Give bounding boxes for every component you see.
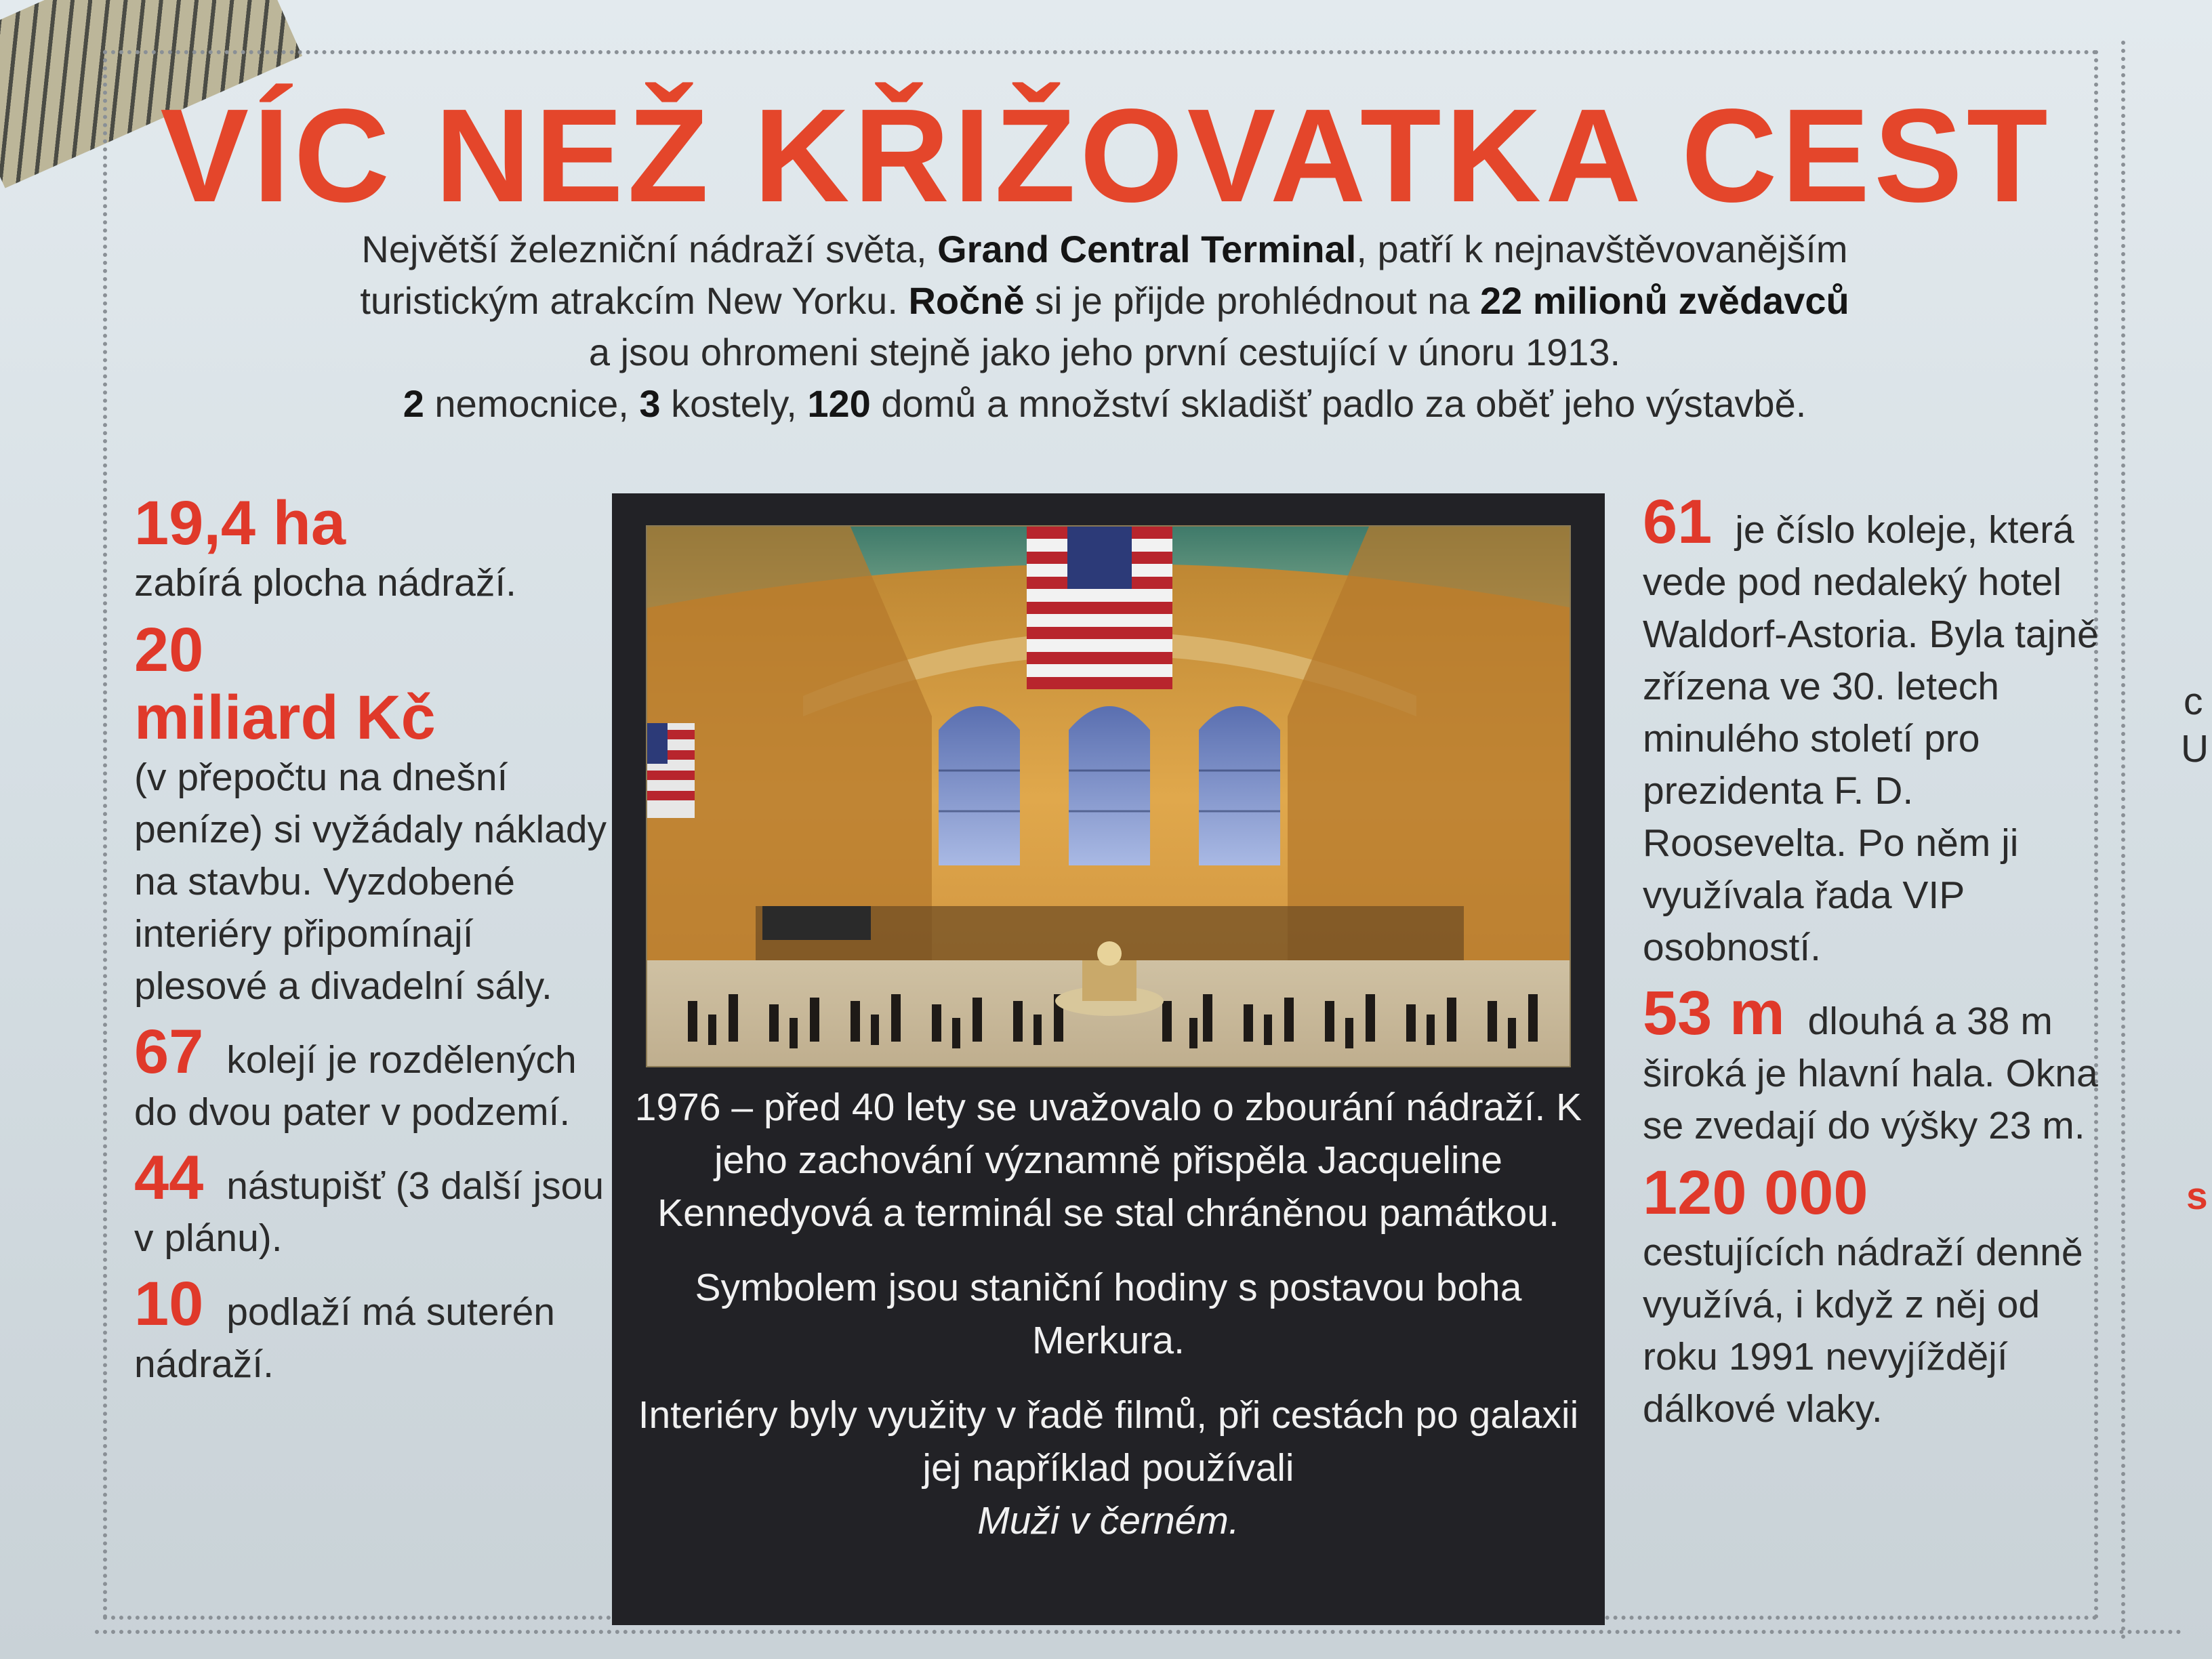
fact-hall <box>1643 981 2117 1152</box>
fact-secret-track-text: je číslo koleje, která vede pod nedaleký hotel Waldorf-Astoria. Byla tajně zřízena ve 30. letech minulého století pro prezidenta F. D. Roosevelta. Po něm ji využívala řada VIP osobností. <box>1643 508 2099 969</box>
grand-central-photo <box>646 525 1571 1067</box>
fact-area-number: 19,4 ha <box>134 489 346 558</box>
fact-platforms-number: 44 <box>134 1143 204 1212</box>
edge-text-fragment: s <box>2186 1174 2208 1218</box>
fact-cost <box>134 616 609 1012</box>
intro-line-4: 2 nemocnice, 3 kostely, 120 domů a množství skladišť padlo za oběť jeho výstavbě. <box>403 382 1807 425</box>
fact-passengers <box>1643 1159 2117 1435</box>
fact-secret-track <box>1643 489 2117 974</box>
edge-text-fragment: c <box>2184 680 2203 723</box>
fact-cost-text: (v přepočtu na dnešní peníze) si vyžádaly náklady na stavbu. Vyzdobené interiéry připomínají plesové a divadelní sály. <box>134 756 607 1008</box>
intro-line-3: a jsou ohromeni stejně jako jeho první cestující v únoru 1913. <box>588 331 1621 373</box>
fact-tracks-text: kolejí je rozdělených do dvou pater v podzemí. <box>134 1038 577 1134</box>
fact-platforms <box>134 1145 609 1265</box>
fact-tracks <box>134 1019 609 1139</box>
fact-cost-number: 20 <box>134 615 204 684</box>
intro-paragraph <box>122 224 2087 430</box>
right-facts-column <box>1643 489 2117 1442</box>
fact-secret-track-number: 61 <box>1643 487 1713 556</box>
fact-passengers-text: cestujících nádraží denně využívá, i když z něj od roku 1991 nevyjíždějí dálkové vlaky. <box>1643 1231 2083 1431</box>
caption-history: 1976 – před 40 lety se uvažovalo o zbourání nádraží. K jeho zachování významně přispěla Jacqueline Kennedyová a terminál se stal chráněnou památkou. <box>634 1086 1582 1235</box>
photo-caption <box>632 1081 1584 1569</box>
fact-tracks-number: 67 <box>134 1017 204 1086</box>
fact-hall-text: dlouhá a 38 m široká je hlavní hala. Okna se zvedají do výšky 23 m. <box>1643 1000 2098 1147</box>
caption-clock: Symbolem jsou staniční hodiny s postavou boha Merkura. <box>695 1266 1522 1362</box>
fact-platforms-text: nástupišť (3 další jsou v plánu). <box>134 1164 605 1260</box>
caption-film-title: Muži v černém. <box>977 1499 1240 1542</box>
fact-floors-number: 10 <box>134 1269 204 1338</box>
fact-cost-unit: miliard Kč <box>134 683 436 752</box>
fact-floors-text: podlaží má suterén nádraží. <box>134 1290 555 1386</box>
left-facts-column <box>134 489 609 1397</box>
fact-floors <box>134 1271 609 1391</box>
intro-line-2: turistickým atrakcím New Yorku. Ročně si je přijde prohlédnout na 22 milionů zvědavců <box>360 279 1849 322</box>
fact-area-text: zabírá plocha nádraží. <box>134 561 517 605</box>
arched-windows <box>939 706 1280 865</box>
bottom-divider <box>95 1630 2182 1634</box>
concourse-illustration <box>647 527 1571 1067</box>
american-flag <box>1027 527 1172 689</box>
caption-films: Interiéry byly využity v řadě filmů, při cestách po galaxii jej například používali Muži v černém. <box>638 1393 1579 1542</box>
article-headline: VÍC NEŽ KŘIŽOVATKA CEST <box>160 81 2052 230</box>
column-divider <box>2121 41 2131 1640</box>
fact-hall-number: 53 m <box>1643 979 1785 1048</box>
intro-line-1: Největší železniční nádraží světa, Grand Central Terminal, patří k nejnavštěvovanějším <box>361 228 1848 270</box>
fact-area <box>134 489 609 609</box>
fact-passengers-number: 120 000 <box>1643 1158 1868 1227</box>
edge-text-fragment: U <box>2181 727 2209 771</box>
